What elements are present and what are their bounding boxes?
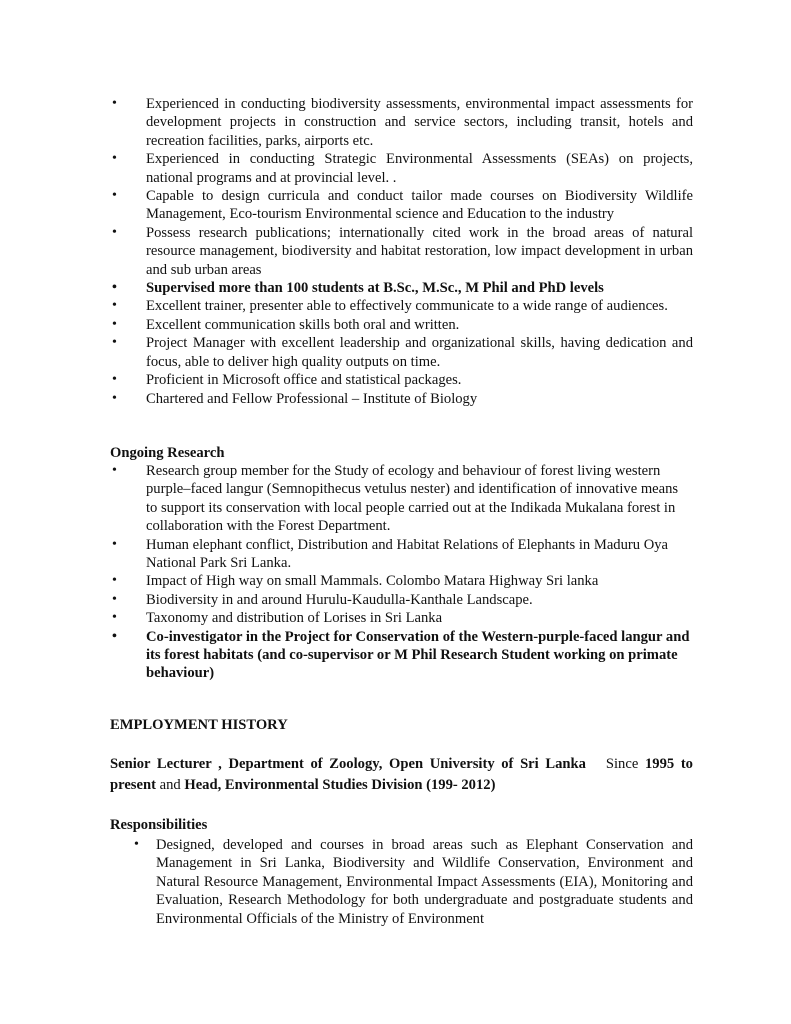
bullet-icon: • xyxy=(112,224,117,240)
bullet-icon: • xyxy=(112,463,117,478)
skill-item xyxy=(110,279,693,297)
bullet-icon: • xyxy=(112,372,117,388)
skill-text: Excellent trainer, presenter able to effectively communicate to a wide range of audiences. xyxy=(146,298,668,315)
bullet-icon: • xyxy=(112,188,117,204)
responsibilities-list xyxy=(122,836,693,928)
skill-text: Excellent communication skills both oral and written. xyxy=(146,316,460,333)
skill-text: Project Manager with excellent leadership and organizational skills, having dedication and focus, able to deliver high quality outputs on time. xyxy=(146,335,693,370)
research-item xyxy=(110,572,693,590)
research-item xyxy=(110,462,693,536)
head-role: Head, Environmental Studies Division (199- 2012) xyxy=(184,776,496,793)
responsibility-text: Designed, developed and courses in broad areas such as Elephant Conservation and Management in Sri Lanka, Biodiversity and Wildlife Conservation, Environment and Natural Resource Management, Environmental Impact Assessments (EIA), Monitoring and Evaluation, Research Methodology for both undergraduate and postgraduate students and Environmental Officials of the Ministry of Environment xyxy=(156,837,693,927)
skill-text: Experienced in conducting Strategic Environmental Assessments (SEAs) on projects, national programs and at provincial level. . xyxy=(146,151,693,186)
skill-text: Experienced in conducting biodiversity assessments, environmental impact assessments for development projects in construction and service sectors, including transit, hotels and recreation facilities, parks, airports etc. xyxy=(146,96,693,149)
skill-item xyxy=(110,390,693,408)
bullet-icon: • xyxy=(112,298,117,314)
since-label: Since xyxy=(605,756,639,772)
skill-item xyxy=(110,371,693,389)
skill-item xyxy=(110,297,693,315)
research-item xyxy=(110,609,693,627)
skills-list xyxy=(110,95,693,408)
employment-history-heading: EMPLOYMENT HISTORY xyxy=(110,717,288,733)
bullet-icon: • xyxy=(112,628,117,644)
skill-text: Proficient in Microsoft office and statistical packages. xyxy=(146,372,462,389)
bullet-icon: • xyxy=(112,610,117,626)
research-text: Co-investigator in the Project for Conservation of the Western-purple-faced langur and its forest habitats (and co-supervisor or M Phil Research Student working on primate behaviour) xyxy=(146,628,690,682)
bullet-icon: • xyxy=(112,390,117,406)
research-item xyxy=(110,536,693,573)
skill-text: Chartered and Fellow Professional – Institute of Biology xyxy=(146,390,478,407)
employment-position xyxy=(110,754,693,795)
research-text: Impact of High way on small Mammals. Colombo Matara Highway Sri lanka xyxy=(146,573,599,590)
bullet-icon: • xyxy=(112,335,117,351)
skill-text: Supervised more than 100 students at B.Sc., M.Sc., M Phil and PhD levels xyxy=(146,280,604,297)
skill-item xyxy=(110,95,693,150)
bullet-icon: • xyxy=(112,96,117,111)
ongoing-research-list xyxy=(110,462,693,683)
research-text: Biodiversity in and around Hurulu-Kaudulla-Kanthale Landscape. xyxy=(146,591,533,608)
skill-item xyxy=(110,334,693,371)
bullet-icon: • xyxy=(112,151,117,167)
research-item xyxy=(110,628,693,683)
research-text: Human elephant conflict, Distribution and Habitat Relations of Elephants in Maduru Oya National Park Sri Lanka. xyxy=(146,536,669,572)
skill-item xyxy=(110,224,693,279)
skill-item xyxy=(110,187,693,224)
skill-text: Possess research publications; internationally cited work in the broad areas of natural resource management, biodiversity and habitat restoration, low impact development in urban and sub urban areas xyxy=(146,224,693,278)
bullet-icon: • xyxy=(112,536,117,552)
period-start: 1995 to present xyxy=(110,756,693,793)
skill-text: Capable to design curricula and conduct tailor made courses on Biodiversity Wildlife Management, Eco-tourism Environmental science and Education to the industry xyxy=(146,188,693,223)
position-title: Senior Lecturer , Department of Zoology, Open University of Sri Lanka xyxy=(110,756,586,772)
ongoing-research-heading: Ongoing Research xyxy=(110,445,225,461)
responsibility-item xyxy=(122,836,693,928)
research-text: Taxonomy and distribution of Lorises in Sri Lanka xyxy=(146,610,443,627)
and-label: and xyxy=(159,776,181,793)
bullet-icon: • xyxy=(112,573,117,589)
skill-item xyxy=(110,316,693,334)
responsibilities-heading: Responsibilities xyxy=(110,817,208,833)
research-text: Research group member for the Study of ecology and behaviour of forest living western purple–faced langur (Semnopithecus vetulus nester) and identification of innovative means to support its conservation with local people carried out at the Indikada Mukalana forest in collaboration with the Forest Department. xyxy=(146,463,679,535)
bullet-icon: • xyxy=(112,316,117,332)
bullet-icon: • xyxy=(112,280,117,296)
research-item xyxy=(110,591,693,609)
bullet-icon: • xyxy=(112,591,117,607)
bullet-icon: • xyxy=(134,837,139,852)
skill-item xyxy=(110,150,693,187)
